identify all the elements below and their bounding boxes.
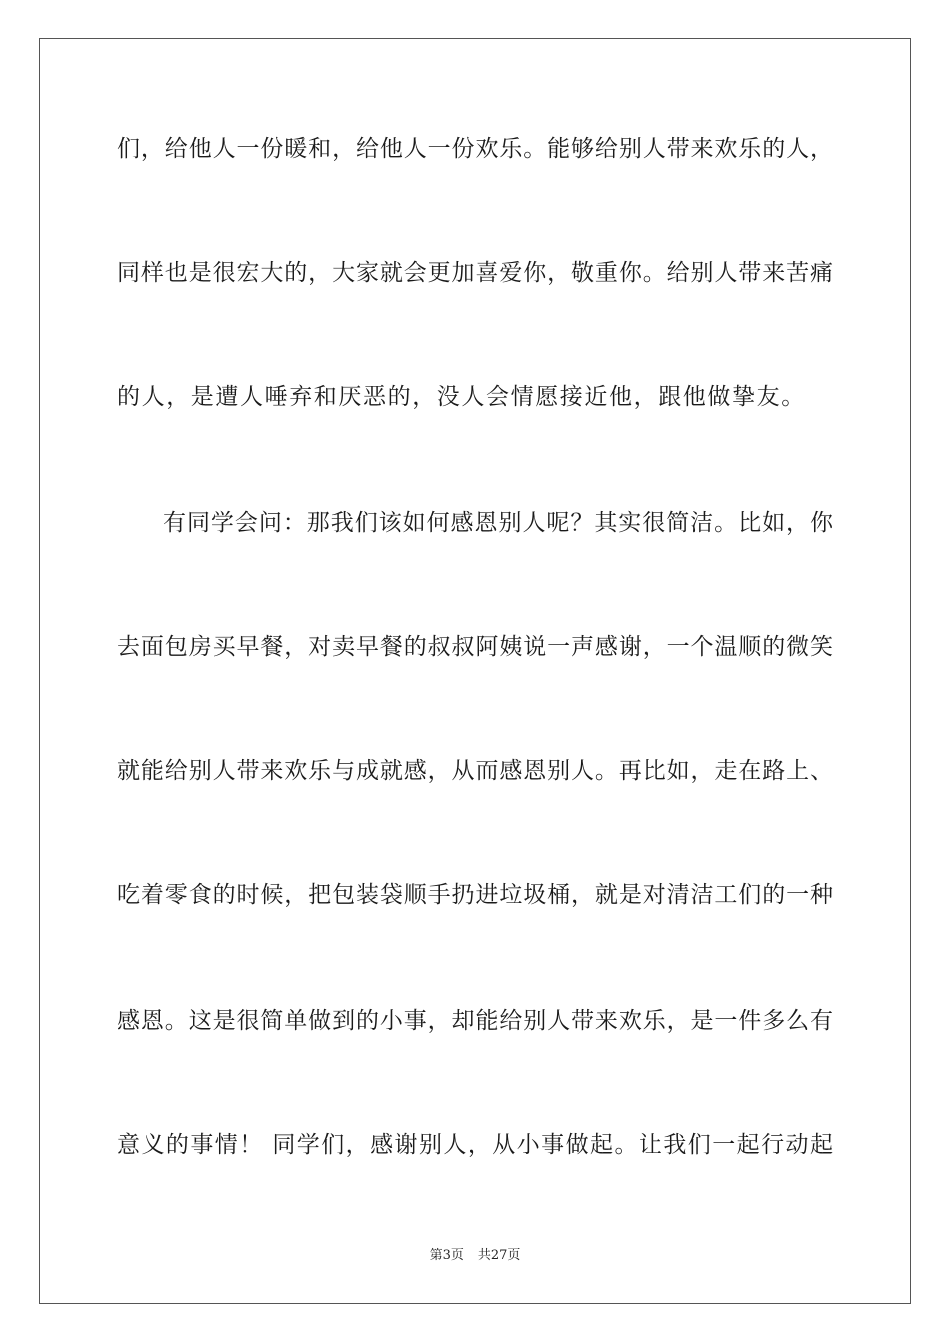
- text-line-7: 吃着零食的时候，把包装袋顺手扔进垃圾桶，就是对清洁工们的一种: [117, 882, 833, 908]
- page-footer: [0, 1247, 950, 1265]
- text-line-6: 就能给别人带来欢乐与成就感，从而感恩别人。再比如，走在路上、: [117, 758, 833, 784]
- text-line-9: 意义的事情！ 同学们，感谢别人，从小事做起。让我们一起行动起: [117, 1132, 833, 1158]
- text-line-5: 去面包房买早餐，对卖早餐的叔叔阿姨说一声感谢，一个温顺的微笑: [117, 634, 833, 660]
- text-line-3: 的人，是遭人唾弃和厌恶的，没人会情愿接近他，跟他做挚友。: [117, 384, 806, 410]
- page-frame: [39, 38, 911, 1304]
- text-line-8: 感恩。这是很简单做到的小事，却能给别人带来欢乐，是一件多么有: [117, 1008, 833, 1034]
- text-line-4: 有同学会问：那我们该如何感恩别人呢？其实很简洁。比如，你: [163, 510, 833, 536]
- total-pages: 共27页: [477, 1248, 521, 1263]
- text-line-1: 们，给他人一份暖和，给他人一份欢乐。能够给别人带来欢乐的人，: [117, 136, 833, 162]
- page-number: 第3页: [429, 1248, 464, 1263]
- text-line-2: 同样也是很宏大的，大家就会更加喜爱你，敬重你。给别人带来苦痛: [117, 260, 833, 286]
